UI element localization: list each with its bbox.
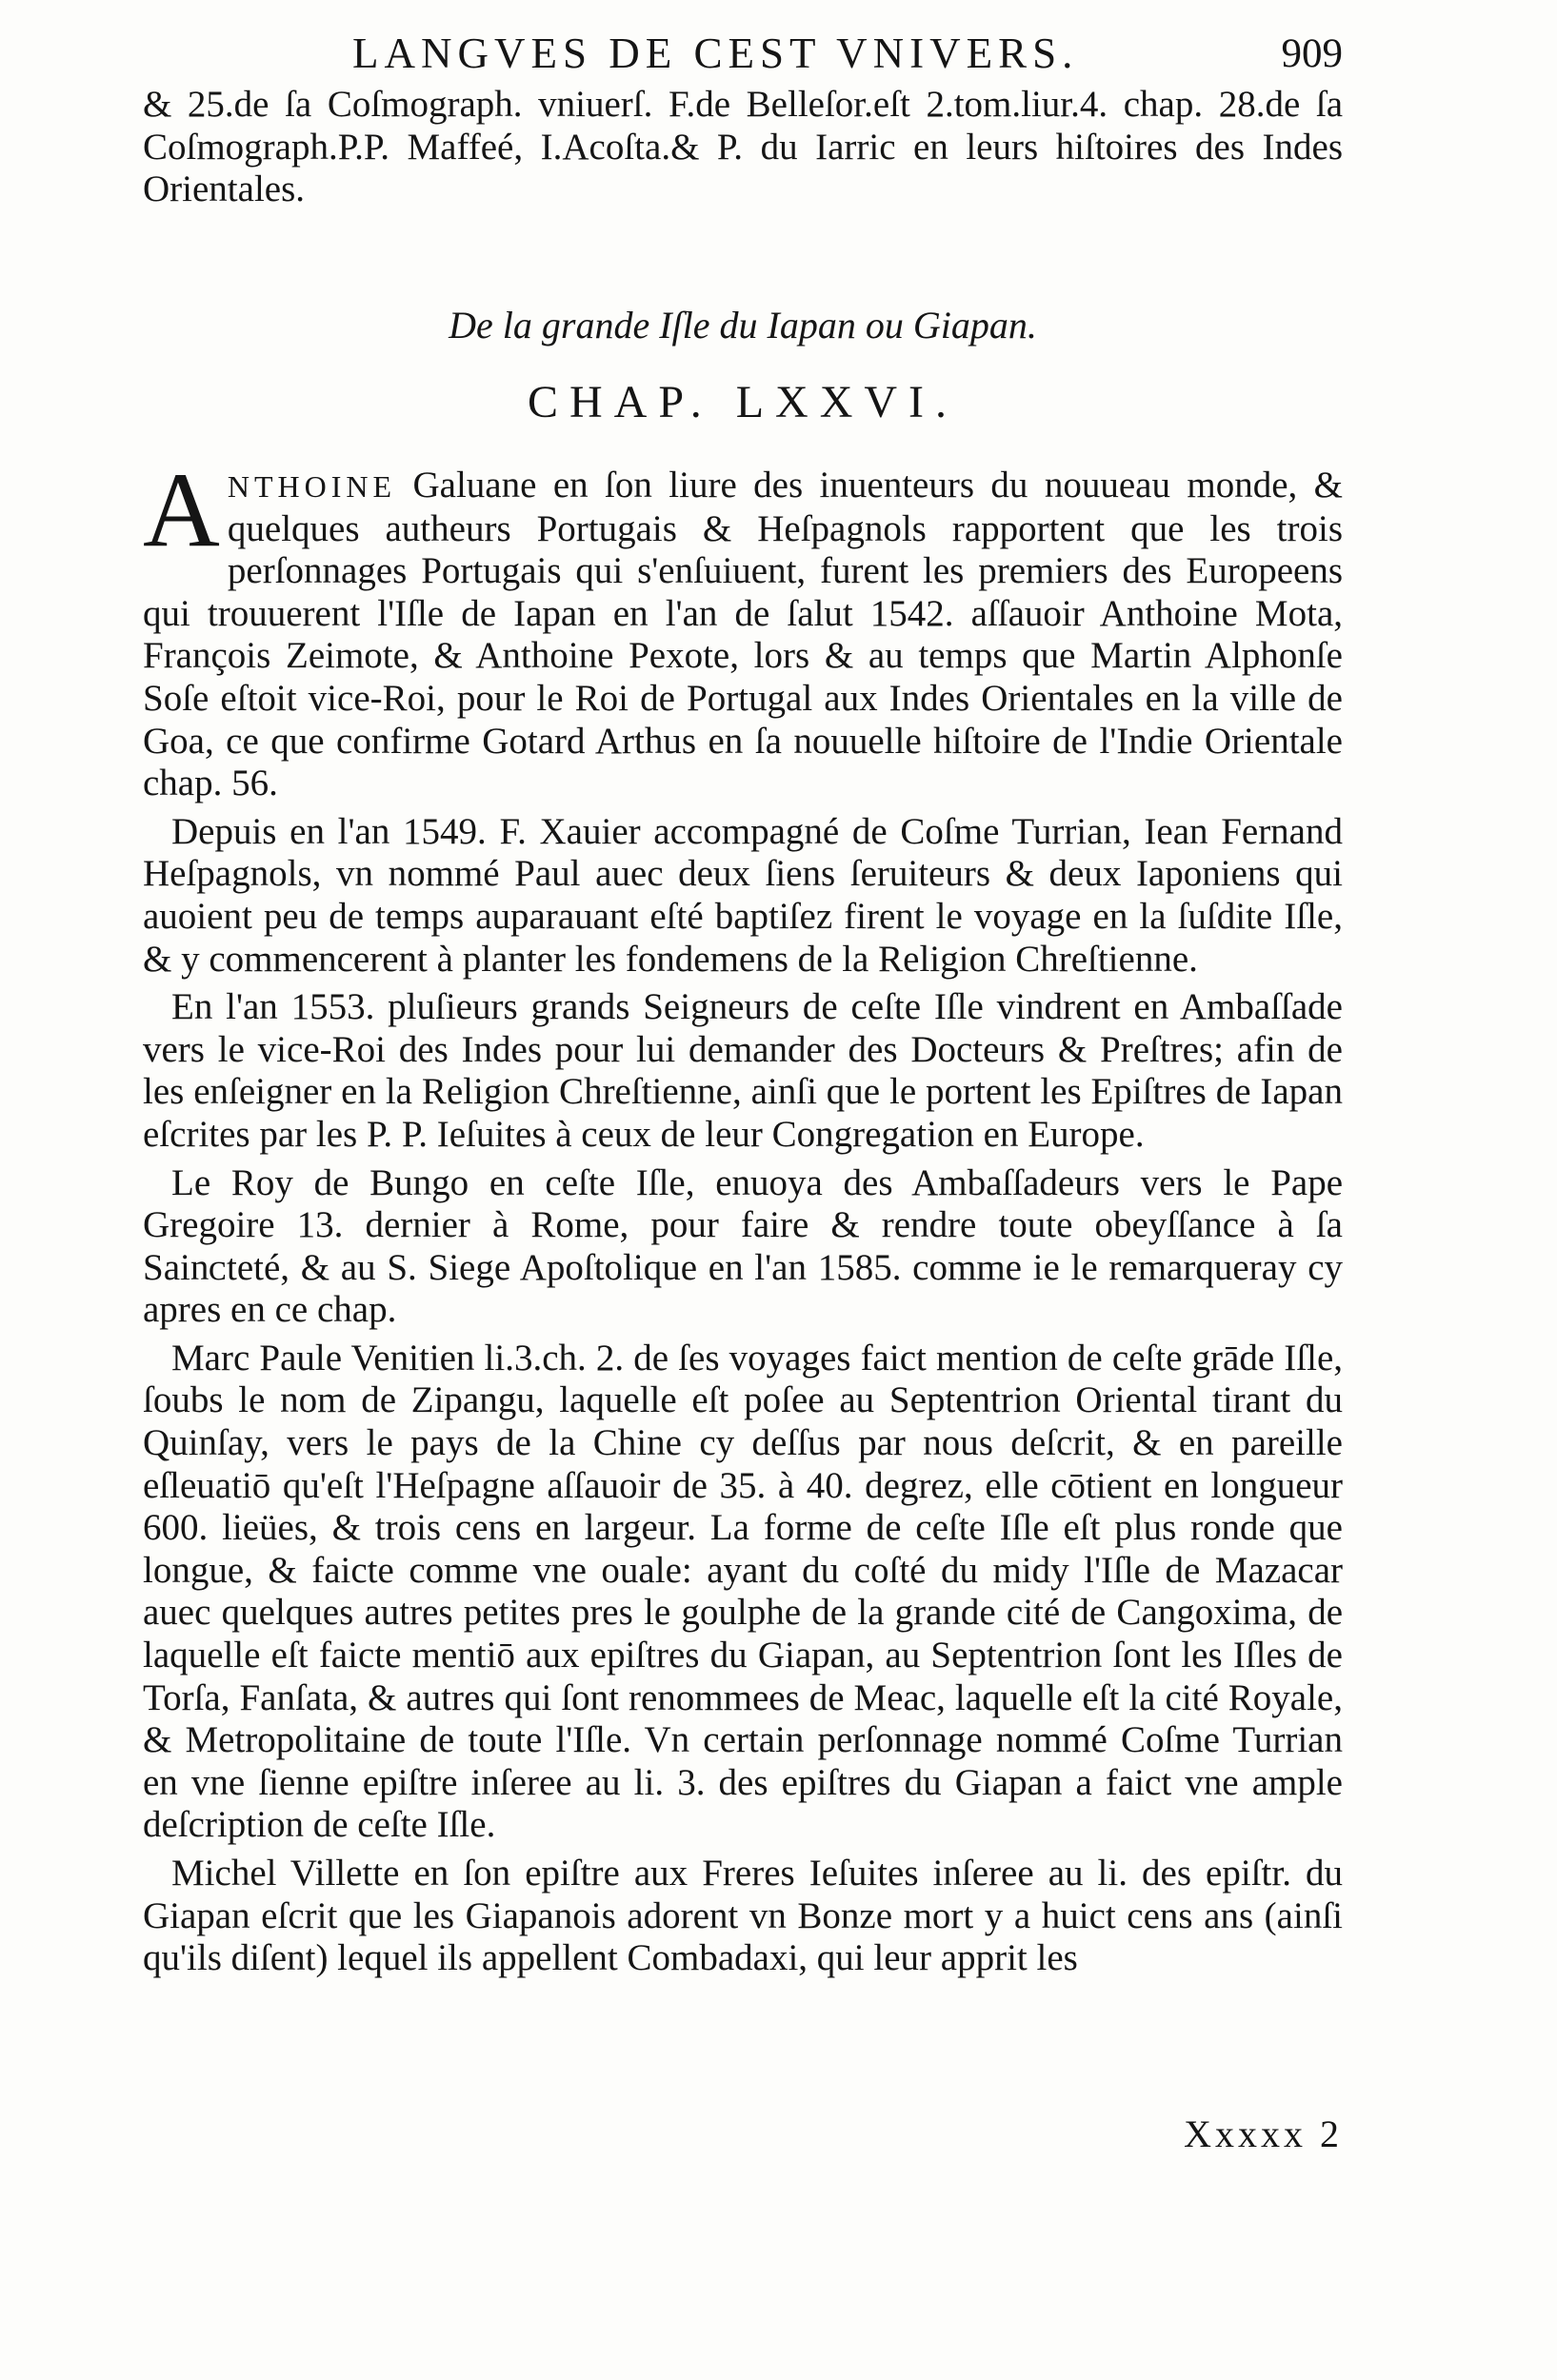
page-header	[143, 21, 1343, 88]
paragraph-4: Le Roy de Bungo en ceſte Iſle, enuoya des Ambaſſadeurs vers le Pape Gregoire 13. dernier à Rome, pour faire & rendre toute obeyſſance à ſa Sainᴄteté, & au S. Siege Apoſtolique en l'an 1585. comme ie le remarqueray cy apres en ce chap.	[143, 1161, 1343, 1331]
paragraph-6: Michel Villette en ſon epiſtre aux Freres Ieſuites inſeree au li. des epiſtr. du Giapan eſcrit que les Giapanois adorent vn Bonze mort y a huict cens ans (ainſi qu'ils diſent) lequel ils appellent Combadaxi, qui leur apprit les	[143, 1853, 1343, 1979]
chapter-heading: De la grande Iſle du Iapan ou Giapan.	[449, 304, 1037, 347]
intro-text: & 25.de ſa Coſmograph. vniuerſ. F.de Belleſor.eſt 2.tom.liur.4. chap. 28.de ſa Coſmograph.P.P. Maffeé, I.Acoſta.& P. du Iarric en leurs hiſtoires des Indes Orientales.	[143, 84, 1343, 210]
catchword: Xxxxx 2	[1184, 2112, 1343, 2155]
chapter-body	[143, 451, 1343, 1986]
paragraph-2: Depuis en l'an 1549. F. Xauier accompagné de Coſme Turrian, Iean Fernand Heſpagnols, vn nommé Paul auec deux ſiens ſeruiteurs & deux Iaponiens qui auoient peu de temps auparauant eſté baptiſez firent le voyage en la ſuſdite Iſle, & y commencerent à planter les fondemens de la Religion Chreſtienne.	[143, 810, 1343, 980]
chapter-number: CHAP. LXXVI.	[527, 377, 958, 427]
paragraph-1-text: Galuane en ſon liure des inuenteurs du nouueau monde, & quelques autheurs Portugais & Heſpagnols rapportent que les trois perſonnages Portugais qui s'enſuiuent, furent les premiers des Europeens qui trouuerent l'Iſle de Iapan en l'an de ſalut 1542. aſſauoir Anthoine Mota, François Zeimote, & Anthoine Pexote, lors & au temps que Martin Alphonſe Soſe eſtoit vice-Roi, pour le Roi de Portugal aux Indes Orientales en la ville de Goa, ce que confirme Gotard Arthus en ſa nouuelle hiſtoire de l'Indie Orientale chap. 56.	[143, 465, 1343, 804]
lead-word: NTHOINE	[227, 469, 397, 504]
paragraph-3: En l'an 1553. pluſieurs grands Seigneurs de ceſte Iſle vindrent en Ambaſſade vers le vice-Roi des Indes pour lui demander des Docteurs & Preſtres; afin de les enſeigner en la Religion Chreſtienne, ainſi que le portent les Epiſtres de Iapan eſcrites par les P. P. Ieſuites à ceux de leur Congregation en Europe.	[143, 986, 1343, 1155]
page-number: 909	[1281, 31, 1343, 76]
paragraph-5: Marc Paule Venitien li.3.ch. 2. de ſes voyages faict mention de ceſte grāde Iſle, ſoubs le nom de Zipangu, laquelle eſt poſee au Septentrion Oriental tirant du Quinſay, vers le pays de la Chine cy deſſus par nous deſcrit, & en pareille eſleuatiō qu'eſt l'Heſpagne aſſauoir de 35. à 40. degrez, elle cōtient en longueur 600. lieües, & trois cens en largeur. La forme de ceſte Iſle eſt plus ronde que longue, & faicte comme vne ouale: ayant du coſté du midy l'Iſle de Mazacar auec quelques autres petites pres le goulphe de la grande cité de Cangoxima, de laquelle eſt faicte mentiō aux epiſtres du Giapan, au Septentrion ſont les Iſles de Torſa, Fanſata, & autres qui ſont renommees de Meac, laquelle eſt la cité Royale, & Metropolitaine de toute l'Iſle. Vn certain perſonnage nommé Coſme Turrian en vne ſienne epiſtre inſeree au li. 3. des epiſtres du Giapan a faict vne ample deſcription de ceſte Iſle.	[143, 1337, 1343, 1846]
paragraph-1	[143, 451, 1343, 805]
drop-cap: A	[143, 451, 220, 569]
running-title: LANGVES DE CEST VNIVERS.	[352, 30, 1079, 77]
